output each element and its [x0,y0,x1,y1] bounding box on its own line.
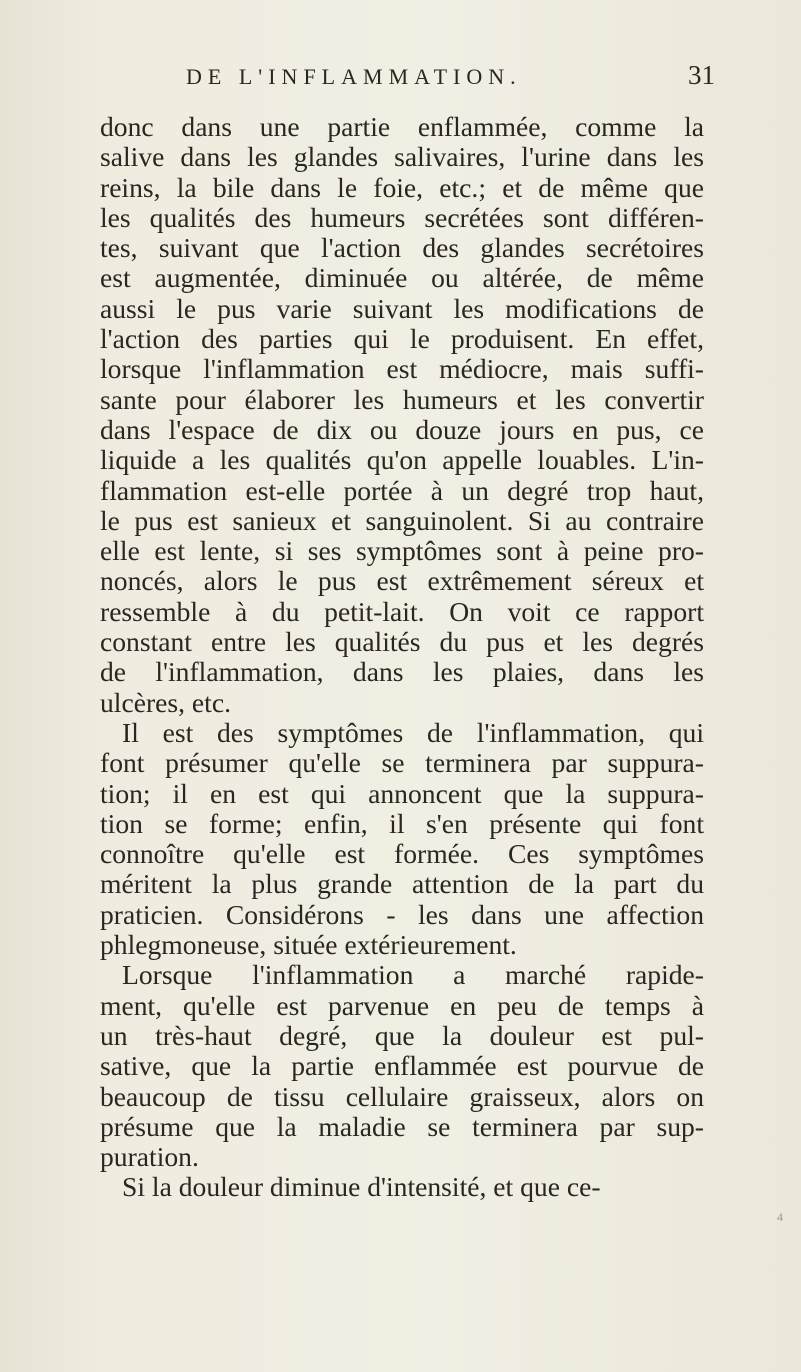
text-line: de l'inflammation, dans les plaies, dans les [100,656,704,688]
text-line: Lorsque l'inflammation a marché rapide- [122,959,704,991]
text-line: connoître qu'elle est formée. Ces symptômes [100,838,704,870]
text-line: sative, que la partie enflammée est pourvue de [100,1050,704,1082]
text-line: ulcères, etc. [100,686,231,718]
text-line: elle est lente, si ses symptômes sont à peine pro- [100,535,704,567]
text-line: lorsque l'inflammation est médiocre, mais suffi- [100,353,704,385]
text-line: ressemble à du petit-lait. On voit ce rapport [100,595,704,627]
text-line: aussi le pus varie suivant les modifications de [100,292,704,324]
text-line: reins, la bile dans le foie, etc.; et de même que [100,171,704,203]
text-line: donc dans une partie enflammée, comme la [100,111,704,142]
text-line: dans l'espace de dix ou douze jours en pus, ce [100,413,704,445]
running-title: DE L'INFLAMMATION. [186,64,522,89]
text-line: l'action des parties qui le produisent. En effet, [100,323,704,355]
text-line: Si la douleur diminue d'intensité, et que ce- [122,1171,601,1203]
text-line: praticien. Considérons - les dans une affection [100,898,704,930]
stray-mark: 4 [777,1210,783,1224]
text-line: Il est des symptômes de l'inflammation, qui [122,716,704,748]
text-line: puration. [100,1141,199,1173]
body-text [100,112,704,1203]
text-line: sante pour élaborer les humeurs et les convertir [100,383,704,415]
text-line: présume que la maladie se terminera par sup- [100,1110,704,1142]
text-line: beaucoup de tissu cellulaire graisseux, alors on [100,1080,704,1112]
text-line: flammation est-elle portée à un degré trop haut, [100,474,704,506]
text-line: tes, suivant que l'action des glandes secrétoires [100,232,704,264]
text-line: méritent la plus grande attention de la part du [100,868,704,900]
text-line: noncés, alors le pus est extrêmement séreux et [100,565,704,597]
text-line: ment, qu'elle est parvenue en peu de temps à [100,989,704,1021]
text-line: phlegmoneuse, située extérieurement. [100,929,517,961]
page-number: 31 [688,60,715,90]
text-line: salive dans les glandes salivaires, l'urine dans les [100,141,704,173]
text-line: tion se forme; enfin, il s'en présente qui font [100,807,704,839]
text-line: constant entre les qualités du pus et les degrés [100,626,704,658]
text-line: liquide a les qualités qu'on appelle louables. L'in- [100,444,704,476]
text-line: le pus est sanieux et sanguinolent. Si au contraire [100,504,704,536]
text-line: les qualités des humeurs secrétées sont différen- [100,201,704,233]
text-line: font présumer qu'elle se terminera par suppura- [100,747,704,779]
text-line: tion; il en est qui annoncent que la suppura- [100,777,704,809]
text-line: est augmentée, diminuée ou altérée, de même [100,262,704,294]
text-line: un très-haut degré, que la douleur est pul- [100,1019,704,1051]
